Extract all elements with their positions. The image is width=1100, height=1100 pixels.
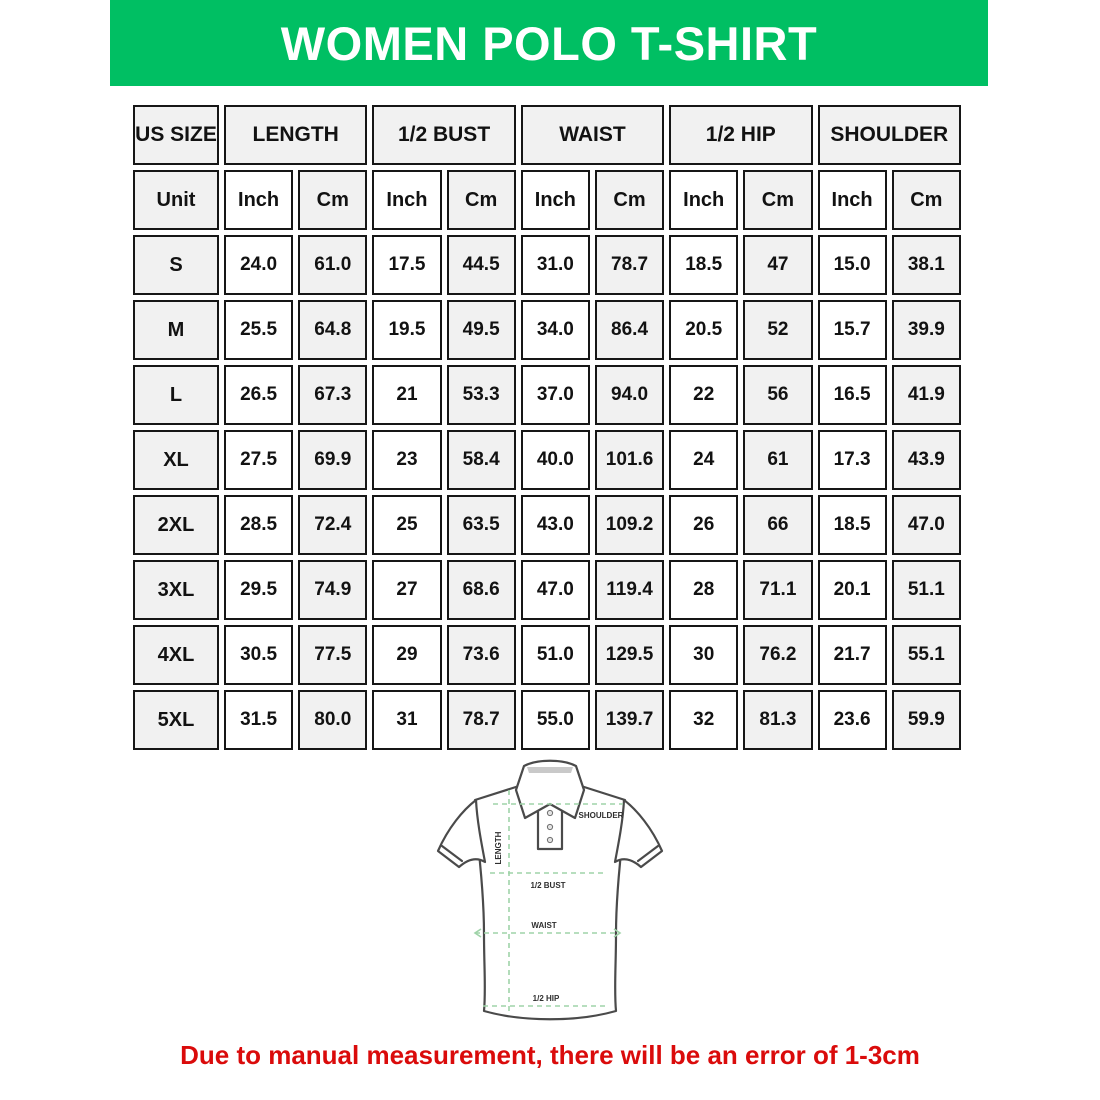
inch-value-cell: 17.3 xyxy=(818,430,887,490)
inch-value-cell: 18.5 xyxy=(669,235,738,295)
cm-value-cell: 81.3 xyxy=(743,690,812,750)
size-row xyxy=(133,430,961,490)
cm-value-cell: 49.5 xyxy=(447,300,516,360)
title-banner xyxy=(110,0,988,86)
page-title: WOMEN POLO T-SHIRT xyxy=(280,16,818,70)
inch-value-cell: 16.5 xyxy=(818,365,887,425)
size-label-cell: 4XL xyxy=(133,625,219,685)
cm-value-cell: 69.9 xyxy=(298,430,367,490)
cm-value-cell: 56 xyxy=(743,365,812,425)
size-label-cell: XL xyxy=(133,430,219,490)
inch-value-cell: 29 xyxy=(372,625,441,685)
cm-value-cell: 76.2 xyxy=(743,625,812,685)
header-half-bust: 1/2 BUST xyxy=(372,105,515,165)
inch-value-cell: 26.5 xyxy=(224,365,293,425)
cm-value-cell: 73.6 xyxy=(447,625,516,685)
collar-band xyxy=(527,767,573,773)
cm-value-cell: 61.0 xyxy=(298,235,367,295)
polo-shirt-diagram xyxy=(415,754,725,1054)
header-half-hip: 1/2 HIP xyxy=(669,105,812,165)
unit-cm-cell: Cm xyxy=(892,170,961,230)
cm-value-cell: 71.1 xyxy=(743,560,812,620)
unit-inch-cell: Inch xyxy=(224,170,293,230)
inch-value-cell: 18.5 xyxy=(818,495,887,555)
cm-value-cell: 59.9 xyxy=(892,690,961,750)
cm-value-cell: 77.5 xyxy=(298,625,367,685)
cm-value-cell: 38.1 xyxy=(892,235,961,295)
inch-value-cell: 21 xyxy=(372,365,441,425)
inch-value-cell: 27.5 xyxy=(224,430,293,490)
cm-value-cell: 119.4 xyxy=(595,560,664,620)
inch-value-cell: 31 xyxy=(372,690,441,750)
inch-value-cell: 19.5 xyxy=(372,300,441,360)
length-label: LENGTH xyxy=(494,831,503,865)
placket-button xyxy=(547,810,552,815)
placket-button xyxy=(547,824,552,829)
cm-value-cell: 53.3 xyxy=(447,365,516,425)
cm-value-cell: 63.5 xyxy=(447,495,516,555)
size-row xyxy=(133,235,961,295)
inch-value-cell: 24.0 xyxy=(224,235,293,295)
inch-value-cell: 17.5 xyxy=(372,235,441,295)
cm-value-cell: 94.0 xyxy=(595,365,664,425)
inch-value-cell: 47.0 xyxy=(521,560,590,620)
cm-value-cell: 44.5 xyxy=(447,235,516,295)
inch-value-cell: 22 xyxy=(669,365,738,425)
inch-value-cell: 32 xyxy=(669,690,738,750)
polo-shirt-svg xyxy=(415,754,725,1054)
inch-value-cell: 27 xyxy=(372,560,441,620)
cm-value-cell: 52 xyxy=(743,300,812,360)
size-row xyxy=(133,365,961,425)
inch-value-cell: 30.5 xyxy=(224,625,293,685)
unit-cm-cell: Cm xyxy=(298,170,367,230)
cm-value-cell: 74.9 xyxy=(298,560,367,620)
cm-value-cell: 109.2 xyxy=(595,495,664,555)
inch-value-cell: 28.5 xyxy=(224,495,293,555)
cm-value-cell: 47.0 xyxy=(892,495,961,555)
size-label-cell: 5XL xyxy=(133,690,219,750)
cm-value-cell: 68.6 xyxy=(447,560,516,620)
cm-value-cell: 47 xyxy=(743,235,812,295)
cm-value-cell: 101.6 xyxy=(595,430,664,490)
header-shoulder: SHOULDER xyxy=(818,105,962,165)
inch-value-cell: 31.5 xyxy=(224,690,293,750)
header-length: LENGTH xyxy=(224,105,367,165)
size-label-cell: M xyxy=(133,300,219,360)
size-label-cell: S xyxy=(133,235,219,295)
inch-value-cell: 23 xyxy=(372,430,441,490)
unit-inch-cell: Inch xyxy=(669,170,738,230)
cm-value-cell: 66 xyxy=(743,495,812,555)
inch-value-cell: 34.0 xyxy=(521,300,590,360)
inch-value-cell: 20.5 xyxy=(669,300,738,360)
group-header-row xyxy=(133,105,961,165)
cm-value-cell: 51.1 xyxy=(892,560,961,620)
size-row xyxy=(133,690,961,750)
inch-value-cell: 15.0 xyxy=(818,235,887,295)
cm-value-cell: 39.9 xyxy=(892,300,961,360)
size-chart-table xyxy=(128,100,966,755)
placket-button xyxy=(547,837,552,842)
size-label-cell: 3XL xyxy=(133,560,219,620)
cm-value-cell: 67.3 xyxy=(298,365,367,425)
unit-cm-cell: Cm xyxy=(595,170,664,230)
cm-value-cell: 78.7 xyxy=(595,235,664,295)
cm-value-cell: 43.9 xyxy=(892,430,961,490)
header-us-size: US SIZE xyxy=(133,105,219,165)
bust-label: 1/2 BUST xyxy=(530,881,566,890)
inch-value-cell: 40.0 xyxy=(521,430,590,490)
cm-value-cell: 61 xyxy=(743,430,812,490)
size-row xyxy=(133,560,961,620)
cm-value-cell: 55.1 xyxy=(892,625,961,685)
inch-value-cell: 37.0 xyxy=(521,365,590,425)
unit-inch-cell: Inch xyxy=(372,170,441,230)
unit-cm-cell: Cm xyxy=(447,170,516,230)
unit-header-row xyxy=(133,170,961,230)
size-label-cell: L xyxy=(133,365,219,425)
inch-value-cell: 15.7 xyxy=(818,300,887,360)
hip-label: 1/2 HIP xyxy=(532,994,560,1003)
inch-value-cell: 25 xyxy=(372,495,441,555)
inch-value-cell: 29.5 xyxy=(224,560,293,620)
unit-inch-cell: Inch xyxy=(818,170,887,230)
inch-value-cell: 55.0 xyxy=(521,690,590,750)
cm-value-cell: 58.4 xyxy=(447,430,516,490)
cm-value-cell: 129.5 xyxy=(595,625,664,685)
size-row xyxy=(133,495,961,555)
inch-value-cell: 20.1 xyxy=(818,560,887,620)
inch-value-cell: 51.0 xyxy=(521,625,590,685)
size-label-cell: 2XL xyxy=(133,495,219,555)
inch-value-cell: 31.0 xyxy=(521,235,590,295)
unit-label-cell: Unit xyxy=(133,170,219,230)
inch-value-cell: 24 xyxy=(669,430,738,490)
inch-value-cell: 30 xyxy=(669,625,738,685)
inch-value-cell: 28 xyxy=(669,560,738,620)
cm-value-cell: 78.7 xyxy=(447,690,516,750)
inch-value-cell: 43.0 xyxy=(521,495,590,555)
cm-value-cell: 86.4 xyxy=(595,300,664,360)
size-row xyxy=(133,625,961,685)
inch-value-cell: 23.6 xyxy=(818,690,887,750)
unit-cm-cell: Cm xyxy=(743,170,812,230)
measurement-note: Due to manual measurement, there will be an error of 1-3cm xyxy=(180,1040,920,1070)
cm-value-cell: 41.9 xyxy=(892,365,961,425)
waist-label: WAIST xyxy=(531,921,557,930)
header-waist: WAIST xyxy=(521,105,664,165)
cm-value-cell: 80.0 xyxy=(298,690,367,750)
shoulder-label: SHOULDER xyxy=(578,811,624,820)
inch-value-cell: 26 xyxy=(669,495,738,555)
cm-value-cell: 139.7 xyxy=(595,690,664,750)
cm-value-cell: 72.4 xyxy=(298,495,367,555)
cm-value-cell: 64.8 xyxy=(298,300,367,360)
inch-value-cell: 25.5 xyxy=(224,300,293,360)
inch-value-cell: 21.7 xyxy=(818,625,887,685)
size-row xyxy=(133,300,961,360)
unit-inch-cell: Inch xyxy=(521,170,590,230)
